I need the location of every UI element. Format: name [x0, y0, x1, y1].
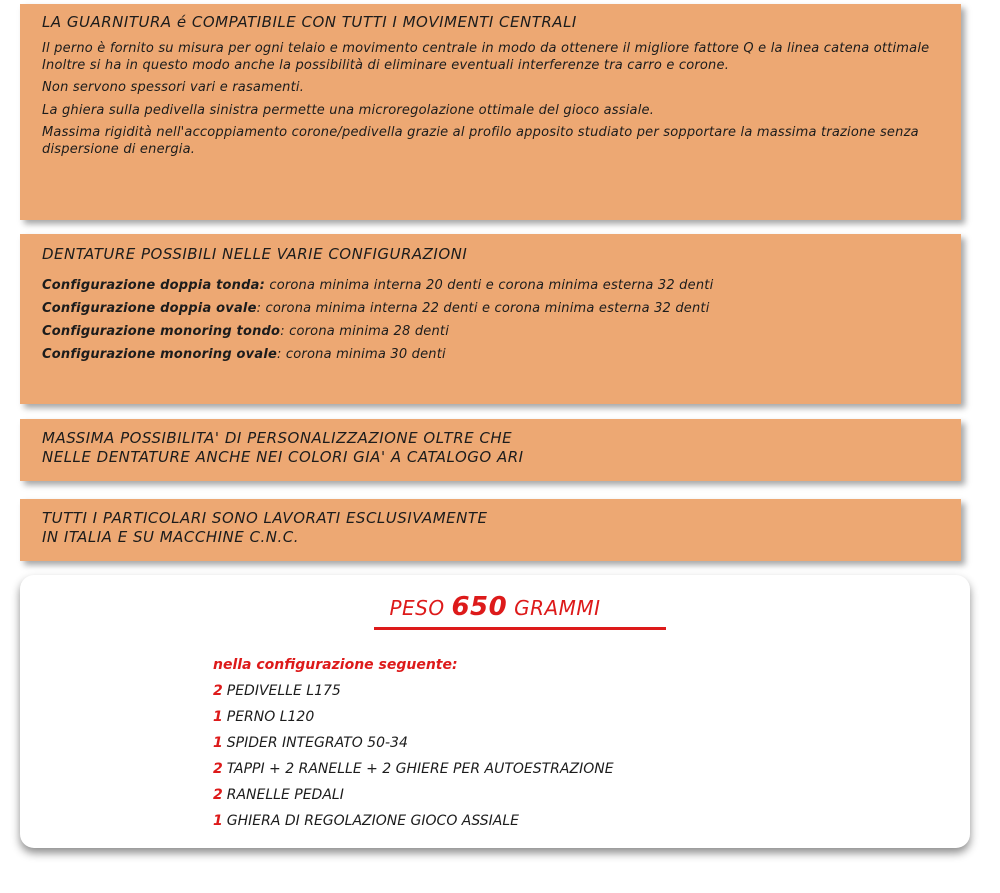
teeth-title: DENTATURE POSSIBILI NELLE VARIE CONFIGURAZIONI — [42, 245, 468, 263]
weight-underline — [374, 627, 666, 630]
teeth-text: : corona minima 30 denti — [277, 347, 446, 362]
compatibility-paragraph-3: La ghiera sulla pedivella sinistra permette una microregolazione ottimale del gioco assiale. — [42, 102, 655, 118]
teeth-text: : corona minima 28 denti — [280, 324, 450, 339]
configuration-item — [213, 730, 614, 756]
weight-suffix: GRAMMI — [507, 596, 601, 620]
item-quantity: 1 — [213, 735, 223, 751]
teeth-list — [42, 274, 941, 366]
teeth-section — [20, 234, 961, 404]
compatibility-section — [20, 4, 961, 220]
configuration-list — [213, 652, 614, 834]
weight-title — [20, 592, 970, 623]
made-in-italy-section — [20, 499, 961, 561]
teeth-label: Configurazione monoring ovale — [42, 347, 278, 362]
teeth-line-double-round — [42, 274, 941, 297]
teeth-line-double-oval — [42, 297, 941, 320]
teeth-text: : corona minima interna 22 denti e corona minima esterna 32 denti — [256, 301, 710, 316]
configuration-item — [213, 756, 614, 782]
made-in-italy-title-line-2: IN ITALIA E SU MACCHINE C.N.C. — [42, 528, 299, 546]
teeth-label: Configurazione monoring tondo — [42, 324, 281, 339]
item-text: SPIDER INTEGRATO 50-34 — [226, 735, 408, 751]
customization-title-line-2: NELLE DENTATURE ANCHE NEI COLORI GIA' A CATALOGO ARI — [42, 448, 524, 466]
configuration-item — [213, 808, 614, 834]
compatibility-paragraph-2: Non servono spessori vari e rasamenti. — [42, 80, 305, 95]
configuration-heading: nella configurazione seguente: — [213, 657, 458, 673]
teeth-line-monoring-round — [42, 320, 941, 343]
weight-value: 650 — [451, 592, 508, 622]
made-in-italy-title-line-1: TUTTI I PARTICOLARI SONO LAVORATI ESCLUSIVAMENTE — [42, 509, 488, 527]
teeth-label: Configurazione doppia ovale — [42, 301, 257, 316]
item-quantity: 2 — [213, 787, 223, 803]
item-text: PEDIVELLE L175 — [226, 683, 341, 699]
customization-section — [20, 419, 961, 481]
teeth-text: corona minima interna 20 denti e corona minima esterna 32 denti — [265, 278, 714, 293]
weight-card — [20, 575, 970, 848]
teeth-line-monoring-oval — [42, 343, 941, 366]
item-quantity: 1 — [213, 813, 223, 829]
item-quantity: 1 — [213, 709, 223, 725]
item-text: GHIERA DI REGOLAZIONE GIOCO ASSIALE — [226, 813, 519, 829]
customization-title — [42, 429, 941, 467]
teeth-label: Configurazione doppia tonda: — [42, 278, 266, 293]
item-quantity: 2 — [213, 683, 223, 699]
compatibility-paragraph-1: Il perno è fornito su misura per ogni telaio e movimento centrale in modo da ottenere il migliore fattore Q e la linea catena ottimale Inoltre si ha in questo modo anche la possibilità di eliminare eventuali interferenze tra carro e corone. — [42, 41, 930, 73]
configuration-item — [213, 704, 614, 730]
item-quantity: 2 — [213, 761, 223, 777]
item-text: TAPPI + 2 RANELLE + 2 GHIERE PER AUTOESTRAZIONE — [226, 761, 614, 777]
item-text: PERNO L120 — [226, 709, 315, 725]
configuration-item — [213, 782, 614, 808]
compatibility-title: LA GUARNITURA é COMPATIBILE CON TUTTI I MOVIMENTI CENTRALI — [42, 13, 577, 31]
item-text: RANELLE PEDALI — [226, 787, 344, 803]
compatibility-paragraph-4: Massima rigidità nell'accoppiamento corone/pedivella grazie al profilo apposito studiato per sopportare la massima trazione senza dispersione di energia. — [42, 125, 919, 157]
configuration-item — [213, 678, 614, 704]
customization-title-line-1: MASSIMA POSSIBILITA' DI PERSONALIZZAZIONE OLTRE CHE — [42, 429, 513, 447]
weight-prefix: PESO — [389, 596, 452, 620]
made-in-italy-title — [42, 509, 941, 547]
